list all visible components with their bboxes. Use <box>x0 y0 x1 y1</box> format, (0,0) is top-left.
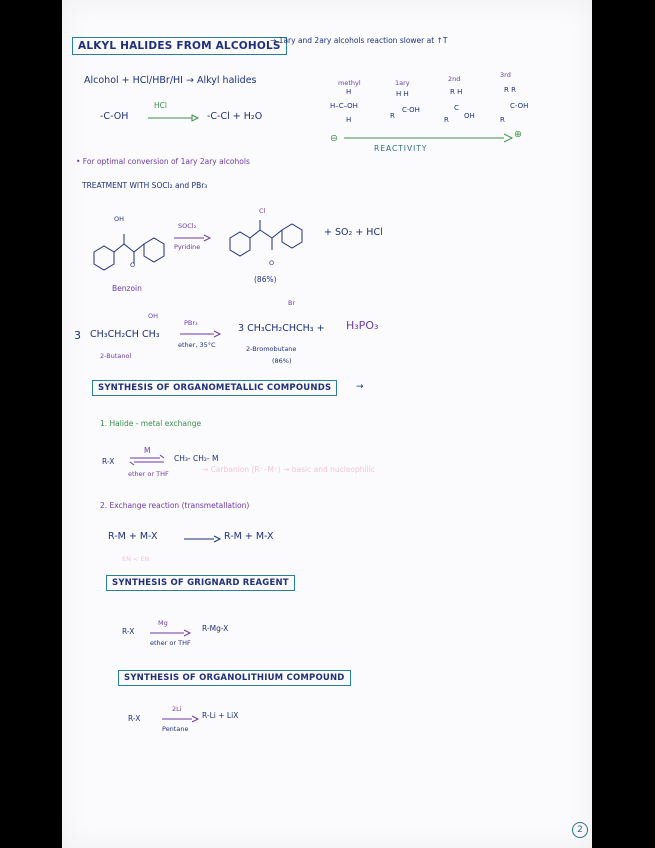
butanol-reactant: CH₃CH₂CH CH₃ <box>90 329 160 340</box>
bromo-br: Br <box>288 299 296 307</box>
reactivity-axis-label: REACTIVITY <box>374 144 428 153</box>
transmetal-heading: 2. Exchange reaction (transmetallation) <box>100 501 250 510</box>
svg-text:R: R <box>500 116 505 124</box>
notebook-page <box>62 0 592 848</box>
transmetal-arrow <box>184 535 220 543</box>
benzoin-reagent-top: SOCl₂ <box>178 222 197 230</box>
halide-exchange-heading: 1. Halide - metal exchange <box>100 419 202 428</box>
lithium-reagent-bottom: Pentane <box>162 725 189 733</box>
benzoin-name: Benzoin <box>112 284 142 293</box>
reactivity-label-1ary: 1ary <box>395 79 410 87</box>
butanol-product: 3 CH₃CH₂CHCH₃ + <box>238 323 325 334</box>
benzoin-oh: OH <box>114 215 125 223</box>
svg-text:C: C <box>454 104 459 112</box>
halide-reagent-top: M <box>144 446 151 455</box>
svg-text:R: R <box>390 112 395 120</box>
optimal-note: • For optimal conversion of 1ary 2ary alcohols <box>76 157 250 166</box>
eq1-arrow <box>148 114 198 122</box>
butanol-oh: OH <box>148 312 159 320</box>
butanol-arrow <box>180 330 220 338</box>
butanol-reactant-name: 2-Butanol <box>100 352 132 360</box>
page-title: ALKYL HALIDES FROM ALCOHOLS <box>78 40 281 52</box>
reactivity-minus: ⊖ <box>330 133 338 144</box>
reactivity-label-2nd: 2nd <box>448 75 461 83</box>
svg-text:R H: R H <box>450 88 463 96</box>
reactivity-label-methyl: methyl <box>338 79 361 87</box>
grignard-arrow <box>150 629 190 637</box>
lithium-reagent-top: 2Li <box>172 705 182 713</box>
eq1-right: -C-Cl + H₂O <box>207 111 263 122</box>
svg-text:OH: OH <box>464 112 475 120</box>
butanol-reagent-top: PBr₃ <box>184 319 198 327</box>
butanol-reagent-bottom: ether, 35°C <box>178 341 216 349</box>
butanol-yield: (86%) <box>272 357 292 365</box>
grignard-section-box <box>106 575 295 591</box>
benzoin-o: O <box>130 261 136 269</box>
butanol-coef: 3 <box>74 329 81 342</box>
lithium-section-box <box>118 670 351 686</box>
benzoin-arrow <box>174 234 210 242</box>
carbanion-note: → Carbanion (R⁻–M⁺) → basic and nucleophilic <box>202 465 375 474</box>
chloro-label: Cl <box>259 207 266 215</box>
lithium-title: SYNTHESIS OF ORGANOLITHIUM COMPOUND <box>124 673 345 683</box>
organometallic-arrow: → <box>356 382 364 392</box>
grignard-reagent-top: Mg <box>158 619 168 627</box>
butanol-product-name: 2-Bromobutane <box>246 345 297 353</box>
reactivity-arrow <box>344 133 514 143</box>
chloro-o: O <box>269 259 275 267</box>
svg-text:H H: H H <box>396 90 409 98</box>
organometallic-title: SYNTHESIS OF ORGANOMETALLIC COMPOUNDS <box>98 383 332 393</box>
transmetal-note: EN < EN <box>122 555 150 563</box>
svg-text:C·OH: C·OH <box>402 106 420 114</box>
svg-text:C-OH: C-OH <box>510 102 529 110</box>
title-note: → 1ary and 2ary alcohols reaction slower at ↑T <box>270 36 448 45</box>
svg-text:R R: R R <box>504 86 516 94</box>
grignard-title: SYNTHESIS OF GRIGNARD REAGENT <box>112 578 289 588</box>
title-box <box>72 37 287 55</box>
alcohol-structures <box>330 88 550 128</box>
organometallic-section-box <box>92 380 337 396</box>
transmetal-left: R-M + M-X <box>108 531 158 542</box>
halide-equilibrium-arrow <box>130 455 166 465</box>
lithium-left: R-X <box>128 714 141 723</box>
grignard-left: R-X <box>122 627 135 636</box>
halide-right: CH₃- CH₂- M <box>174 454 219 463</box>
svg-text:H: H <box>346 88 352 96</box>
lithium-arrow <box>162 715 198 723</box>
reactivity-label-3rd: 3rd <box>500 71 511 79</box>
eq1-reagent: HCl <box>154 101 167 110</box>
svg-text:H: H <box>346 116 352 124</box>
butanol-byproduct: H₃PO₃ <box>346 319 379 332</box>
page-number: 2 <box>572 822 588 838</box>
benzoin-reagent-bottom: Pyridine <box>174 243 201 251</box>
benzoin-products: + SO₂ + HCl <box>324 227 383 238</box>
reactivity-plus: ⊕ <box>514 129 522 140</box>
lithium-right: R-Li + LiX <box>202 711 239 720</box>
benzoin-structure <box>82 222 172 282</box>
grignard-reagent-bottom: ether or THF <box>150 639 191 647</box>
transmetal-right: R-M + M-X <box>224 531 274 542</box>
benzoin-yield: (86%) <box>254 275 277 284</box>
treatment-heading: TREATMENT WITH SOCl₂ and PBr₃ <box>82 181 208 190</box>
general-equation: Alcohol + HCl/HBr/HI → Alkyl halides <box>84 75 257 86</box>
halide-reagent-bottom: ether or THF <box>128 470 169 478</box>
halide-left: R-X <box>102 457 115 466</box>
eq1-left: -C-OH <box>100 111 129 122</box>
svg-text:R: R <box>444 116 449 124</box>
svg-text:H–C–OH: H–C–OH <box>330 102 358 110</box>
grignard-right: R-Mg-X <box>202 624 229 633</box>
